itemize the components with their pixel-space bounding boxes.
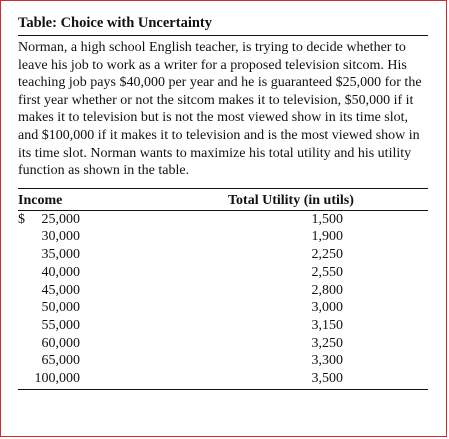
utility-cell xyxy=(98,370,428,389)
utility-cell xyxy=(98,264,428,282)
table-row xyxy=(18,370,428,389)
utility-value: 3,500 xyxy=(311,371,343,387)
income-value: 55,000 xyxy=(41,317,80,333)
utility-value: 2,250 xyxy=(311,247,343,263)
utility-cell xyxy=(98,317,428,335)
header-row xyxy=(18,188,428,210)
table-body xyxy=(18,210,428,389)
table-row xyxy=(18,264,428,282)
table-row xyxy=(18,228,428,246)
income-cell xyxy=(18,352,98,370)
income-value: 60,000 xyxy=(41,335,80,351)
income-cell xyxy=(18,299,98,317)
utility-cell xyxy=(98,246,428,264)
income-cell xyxy=(18,228,98,246)
utility-cell xyxy=(98,352,428,370)
income-value: 25,000 xyxy=(41,211,80,227)
table-container xyxy=(18,14,428,390)
income-cell xyxy=(18,282,98,300)
utility-table xyxy=(18,188,428,390)
income-value: 45,000 xyxy=(41,282,80,298)
income-value: 30,000 xyxy=(41,229,80,245)
column-header-income: Income xyxy=(18,188,98,210)
table-description: Norman, a high school English teacher, is trying to decide whether to leave his job to work as a writer for a proposed television sitcom. His teaching job pays $40,000 per year and he is guaranteed $25,000 for the first year whether or not the sitcom makes it to television, $50,000 if it makes it to television but is not the most viewed show in its time slot, and $100,000 if it makes it to television and is the most viewed show in its time slot. Norman wants to maximize his total utility and his utility function as shown in the table. xyxy=(18,40,422,179)
table-row xyxy=(18,282,428,300)
income-cell xyxy=(18,317,98,335)
table-row xyxy=(18,210,428,228)
utility-cell xyxy=(98,210,428,228)
income-cell xyxy=(18,264,98,282)
table-row xyxy=(18,299,428,317)
table-row xyxy=(18,246,428,264)
utility-cell xyxy=(98,335,428,353)
utility-value: 3,250 xyxy=(311,335,343,351)
utility-value: 3,150 xyxy=(311,317,343,333)
income-value: 50,000 xyxy=(41,300,80,316)
utility-cell xyxy=(98,228,428,246)
currency-symbol: $ xyxy=(18,211,25,227)
income-cell xyxy=(18,335,98,353)
utility-cell xyxy=(98,299,428,317)
income-value: 100,000 xyxy=(34,371,80,387)
income-cell xyxy=(18,210,98,228)
title-rule xyxy=(18,35,428,36)
income-cell xyxy=(18,370,98,389)
utility-value: 3,300 xyxy=(311,353,343,369)
table-title: Table: Choice with Uncertainty xyxy=(18,15,212,31)
utility-cell xyxy=(98,282,428,300)
utility-value: 3,000 xyxy=(311,300,343,316)
income-value: 40,000 xyxy=(41,264,80,280)
income-cell xyxy=(18,246,98,264)
table-row xyxy=(18,352,428,370)
utility-value: 2,550 xyxy=(311,264,343,280)
utility-value: 2,800 xyxy=(311,282,343,298)
table-row xyxy=(18,317,428,335)
utility-value: 1,500 xyxy=(311,211,343,227)
column-header-utility: Total Utility (in utils) xyxy=(98,188,428,210)
table-row xyxy=(18,335,428,353)
income-value: 65,000 xyxy=(41,353,80,369)
income-value: 35,000 xyxy=(41,247,80,263)
utility-value: 1,900 xyxy=(311,229,343,245)
